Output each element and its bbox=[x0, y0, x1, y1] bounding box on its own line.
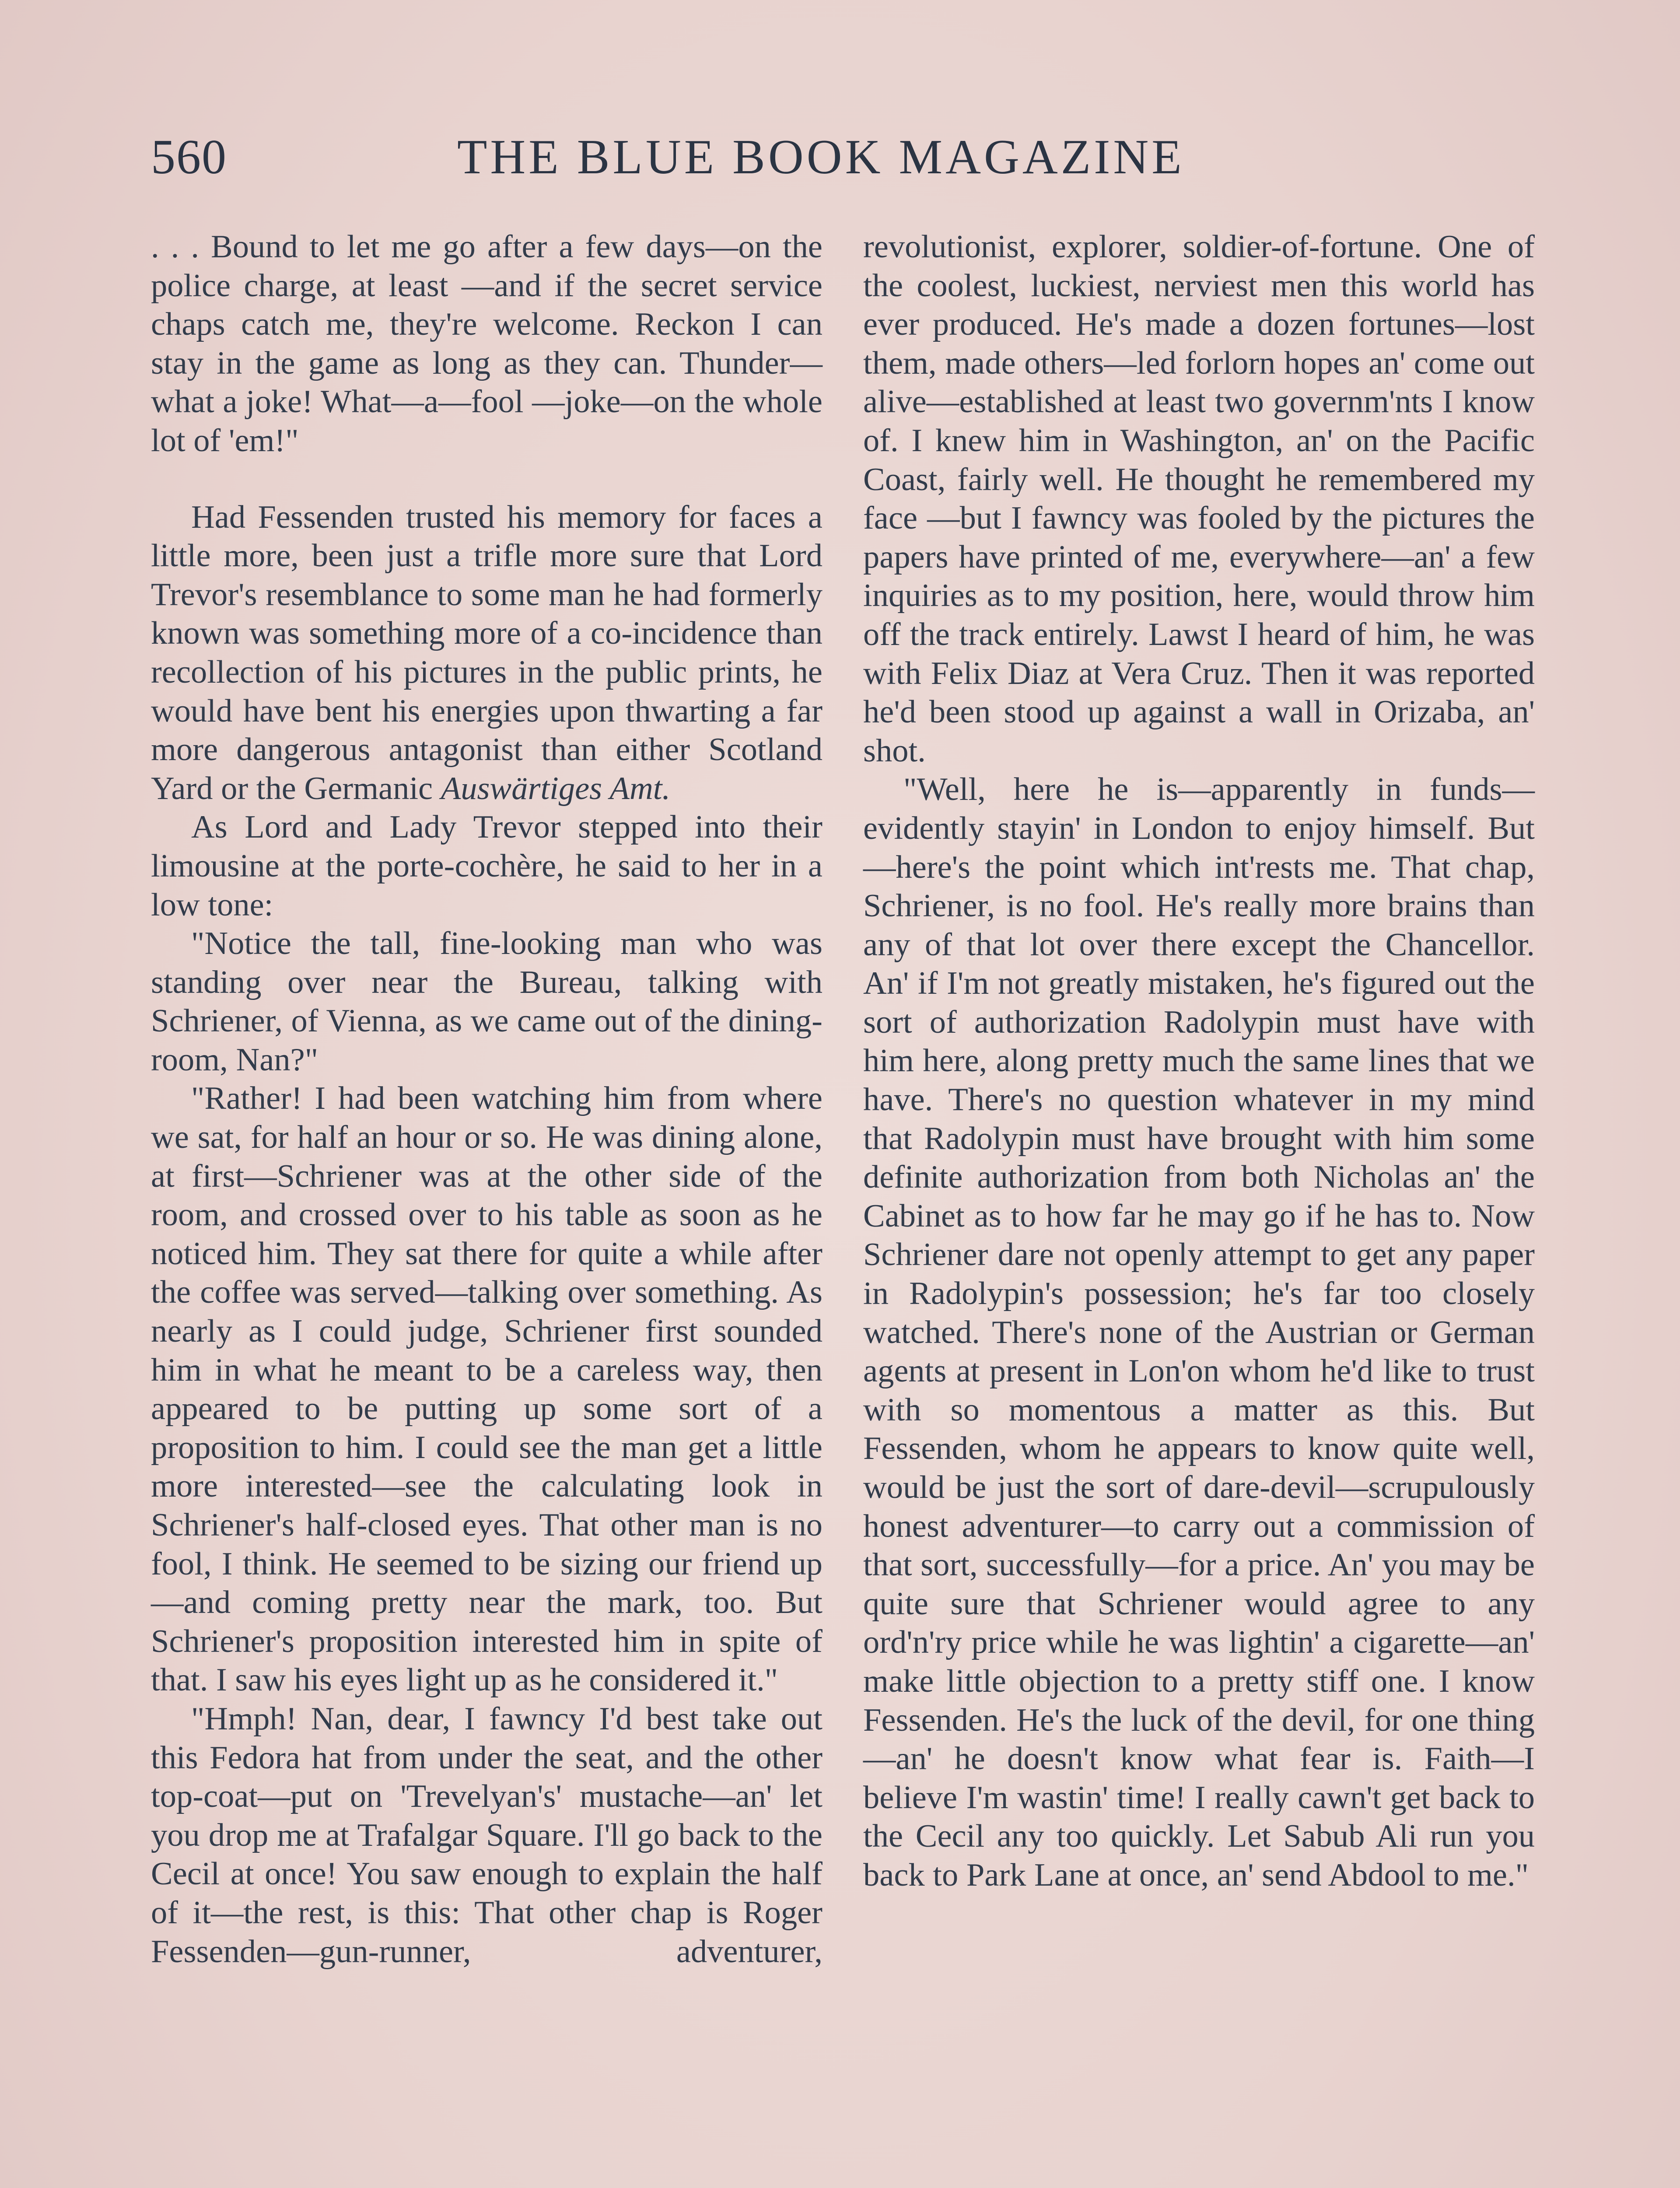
paragraph: "Hmph! Nan, dear, I fawncy I'd best take out this Fedora hat from under the seat, and the other top-coat—put on 'Trevelyan's' mustache—an' let you drop me at Trafalgar Square. I'll go back to the Cecil at once! You saw enough to explain the half of it—the rest, is this: That other chap is Roger Fessenden—gun-runner, adventurer, bbox=[151, 1701, 822, 1970]
paragraph: "Notice the tall, fine-looking man who was standing over near the Bureau, talking with Schriener, of Vienna, as we came out of the dining-room, Nan?" bbox=[151, 926, 822, 1078]
paragraph bbox=[151, 498, 822, 808]
page-header bbox=[151, 129, 1538, 195]
right-column bbox=[863, 228, 1535, 1895]
paragraph: revolutionist, explorer, soldier-of-fortune. One of the coolest, luckiest, nerviest men this world has ever produced. He's made a dozen fortunes—lost them, made others—led forlorn hopes an' come out alive—established at least two governm'nts I know of. I knew him in Washington, an' on the Pacific Coast, fairly well. He thought he remembered my face —but I fawncy was fooled by the pictures the papers have printed of me, everywhere—an' a few inquiries as to my position, here, would throw him off the track entirely. Lawst I heard of him, he was with Felix Diaz at Vera Cruz. Then it was reported he'd been stood up against a wall in Orizaba, an' shot. bbox=[863, 229, 1535, 769]
running-title: THE BLUE BOOK MAGAZINE bbox=[457, 130, 1185, 184]
left-column bbox=[151, 228, 822, 1971]
page-number: 560 bbox=[151, 130, 227, 184]
paragraph: "Rather! I had been watching him from where we sat, for half an hour or so. He was dining alone, at first—Schriener was at the other side of the room, and crossed over to his table as soon as he noticed him. They sat there for quite a while after the coffee was served—talking over something. As nearly as I could judge, Schriener first sounded him in what he meant to be a careless way, then appeared to be putting up some sort of a proposition to him. I could see the man get a little more interested—see the calculating look in Schriener's half-closed eyes. That other man is no fool, I think. He seemed to be sizing our friend up—and coming pretty near the mark, too. But Schriener's proposition interested him in spite of that. I saw his eyes light up as he considered it." bbox=[151, 1080, 822, 1698]
paragraph: As Lord and Lady Trevor stepped into their limousine at the porte-cochère, he said to her in a low tone: bbox=[151, 809, 822, 923]
italic-phrase: Auswärtiges Amt. bbox=[441, 770, 671, 806]
paragraph-text: Had Fessenden trusted his memory for faces a little more, been just a trifle more sure that Lord Trevor's resemblance to some man he had formerly known was something more of a co-incidence than recollection of his pictures in the public prints, he would have bent his energies upon thwarting a far more dangerous antagonist than either Scotland Yard or the Germanic bbox=[151, 499, 822, 806]
paragraph: "Well, here he is—apparently in funds—evidently stayin' in London to enjoy himself. But—here's the point which int'rests me. That chap, Schriener, is no fool. He's really more brains than any of that lot over there except the Chancellor. An' if I'm not greatly mistaken, he's figured out the sort of authorization Radolypin must have with him here, along pretty much the same lines that we have. There's no question whatever in my mind that Radolypin must have brought with him some definite authorization from both Nicholas an' the Cabinet as to how far he may go if he has to. Now Schriener dare not openly attempt to get any paper in Radolypin's possession; he's far too closely watched. There's none of the Austrian or German agents at present in Lon'on whom he'd like to trust with so momentous a matter as this. But Fessenden, whom he appears to know quite well, would be just the sort of dare-devil—scrupulously honest adventurer—to carry out a commission of that sort, successfully—for a price. An' you may be quite sure that Schriener would agree to any ord'n'ry price while he was lightin' a cigarette—an' make little objection to a pretty stiff one. I know Fessenden. He's the luck of the devil, for one thing—an' he doesn't know what fear is. Faith—I believe I'm wastin' time! I really cawn't get back to the Cecil any too quickly. Let Sabub Ali run you back to Park Lane at once, an' send Abdool to me." bbox=[863, 771, 1535, 1893]
paragraph: . . . Bound to let me go after a few days—on the police charge, at least —and if the secret service chaps catch me, they're welcome. Reckon I can stay in the game as long as they can. Thunder—what a joke! What—a—fool —joke—on the whole lot of 'em!" bbox=[151, 229, 822, 459]
